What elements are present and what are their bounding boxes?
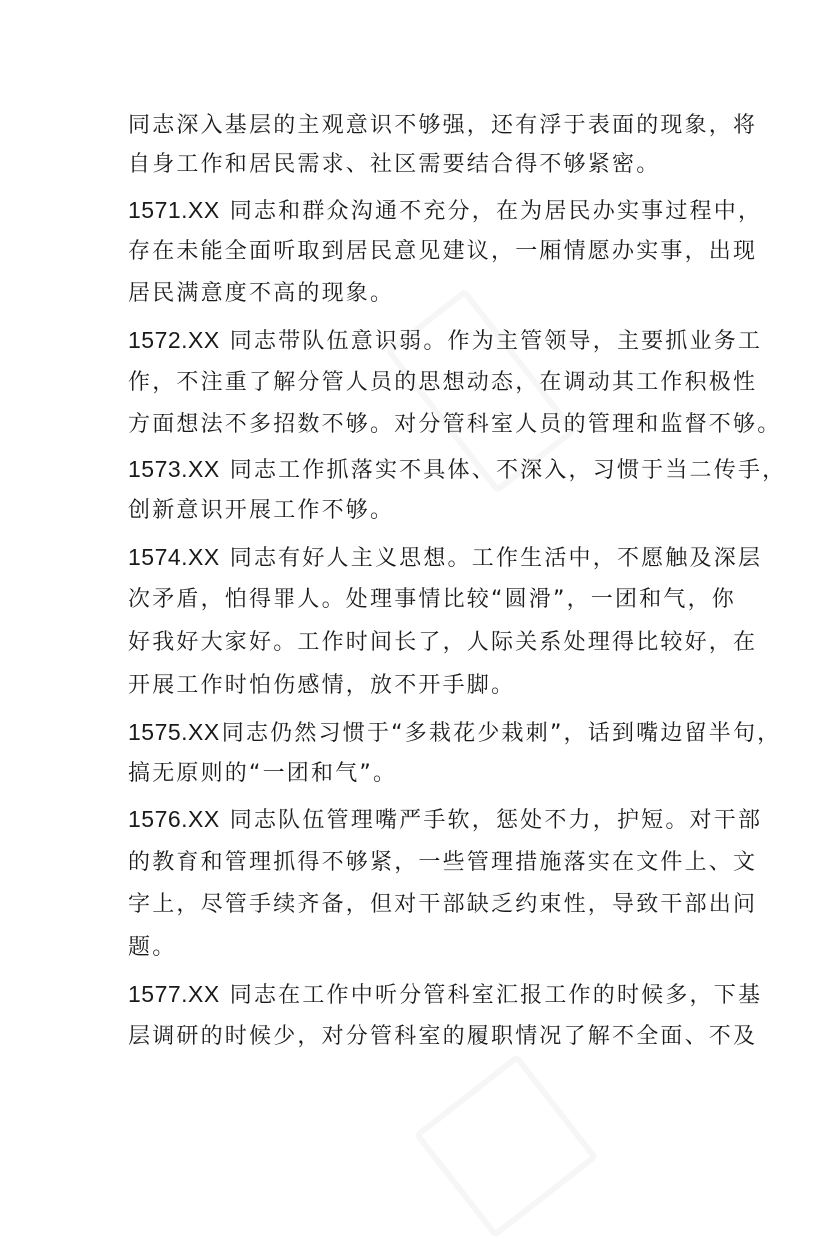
entry-1572-line: 作，不注重了解分管人员的思想动态，在调动其工作积极性 [128,370,758,395]
paragraph-line: 同志深入基层的主观意识不够强，还有浮于表面的现象，将 [128,113,758,138]
entry-number: 1573.XX [128,456,220,482]
entry-1576-line: 字上，尽管手续齐备，但对干部缺乏约束性，导致干部出问 [128,892,758,917]
entry-1575-line: 搞无原则的“一团和气”。 [128,761,398,786]
entry-1577-line: 1577.XX 同志在工作中听分管科室汇报工作的时候多，下基 [128,981,763,1008]
entry-1574-line: 1574.XX 同志有好人主义思想。工作生活中，不愿触及深层 [128,544,763,571]
entry-number: 1571.XX [128,197,220,223]
entry-1574-line: 好我好大家好。工作时间长了，人际关系处理得比较好，在 [128,630,758,655]
entry-1572-line: 方面想法不多招数不够。对分管科室人员的管理和监督不够。 [128,412,782,437]
entry-1574-line: 开展工作时怕伤感情，放不开手脚。 [128,673,516,698]
entry-1571-line: 居民满意度不高的现象。 [128,281,395,306]
entry-1576-line: 的教育和管理抓得不够紧，一些管理措施落实在文件上、文 [128,850,758,875]
entry-1574-line: 次矛盾，怕得罪人。处理事情比较“圆滑”，一团和气，你 [128,587,736,612]
entry-1575-line: 1575.XX同志仍然习惯于“多栽花少栽刺”，话到嘴边留半句， [128,719,782,746]
entry-1571-line: 1571.XX 同志和群众沟通不充分，在为居民办实事过程中， [128,197,763,224]
entry-1576-line: 1576.XX 同志队伍管理嘴严手软，惩处不力，护短。对干部 [128,806,763,833]
entry-1572-line: 1572.XX 同志带队伍意识弱。作为主管领导，主要抓业务工 [128,327,763,354]
entry-1571-line: 存在未能全面听取到居民意见建议，一厢情愿办实事，出现 [128,239,758,264]
watermark-shape [413,1053,598,1238]
entry-1576-line: 题。 [128,935,177,960]
entry-1573-line: 创新意识开展工作不够。 [128,498,395,523]
paragraph-line: 自身工作和居民需求、社区需要结合得不够紧密。 [128,152,661,177]
entry-number: 1575.XX [128,719,220,745]
entry-number: 1574.XX [128,544,220,570]
entry-1573-line: 1573.XX 同志工作抓落实不具体、不深入，习惯于当二传手， [128,456,787,483]
entry-1577-line: 层调研的时候少，对分管科室的履职情况了解不全面、不及 [128,1024,758,1049]
entry-number: 1576.XX [128,806,220,832]
entry-number: 1577.XX [128,981,220,1007]
entry-number: 1572.XX [128,327,220,353]
